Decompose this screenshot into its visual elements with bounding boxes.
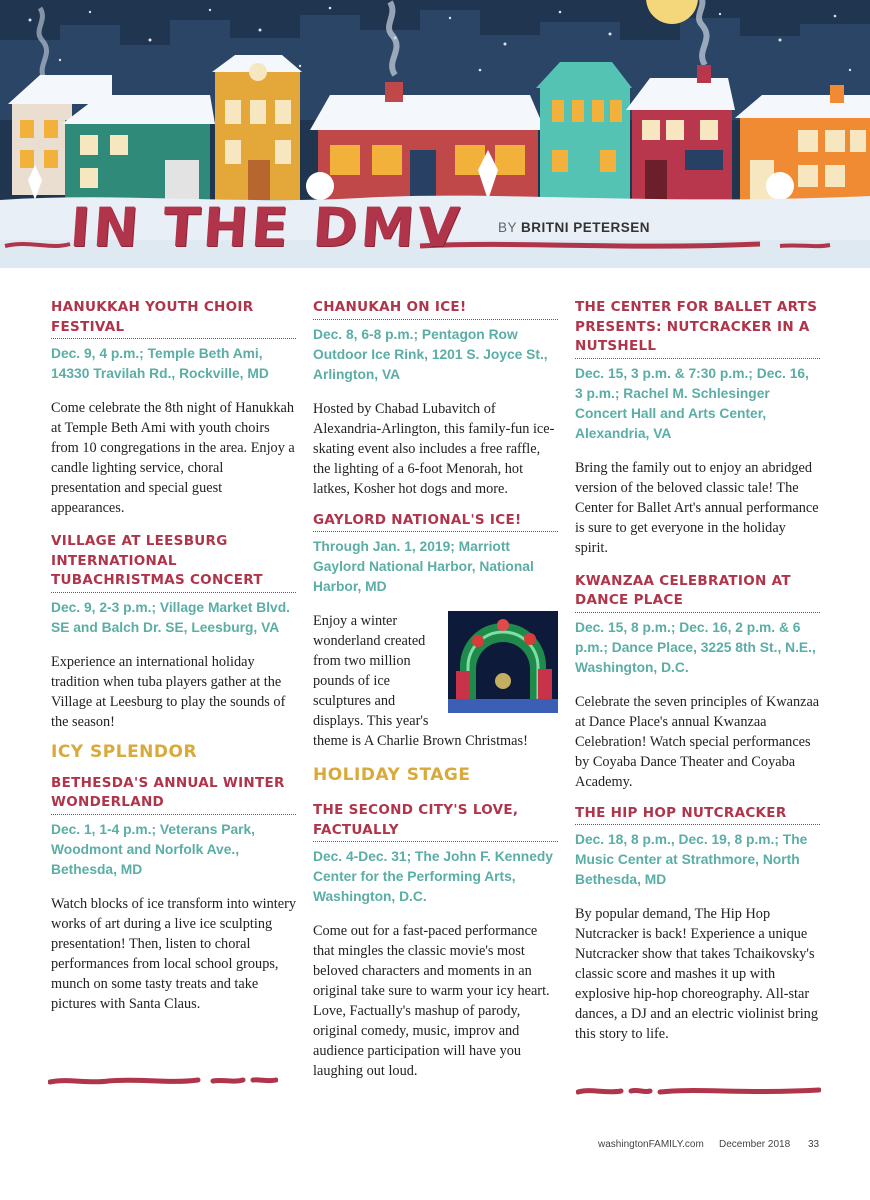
section-heading-icy-splendor: ICY SPLENDOR — [51, 741, 198, 762]
event-description: Celebrate the seven principles of Kwanzaa at Dance Place's annual Kwanzaa Celebration! Watch special performances by Coyaba Dance Theater and Coyaba Academy. — [575, 693, 820, 790]
event-description: Hosted by Chabad Lubavitch of Alexandria-Arlington, this family-fun ice-skating event also includes a free raffle, the lighting of a 6-foot Menorah, hot latkes, Kosher hot dogs and more. — [313, 400, 555, 497]
section-heading-holiday-stage: HOLIDAY STAGE — [313, 765, 471, 785]
event-details: Dec. 8, 6-8 p.m.; Pentagon Row Outdoor Ice Rink, 1201 S. Joyce St., Arlington, VA — [313, 326, 548, 382]
ice-arch-photo — [448, 611, 558, 713]
event-details: Dec. 15, 3 p.m. & 7:30 p.m.; Dec. 16, 3 p.m.; Rachel M. Schlesinger Concert Hall and Arts Center, Alexandria, VA — [575, 365, 809, 441]
column-2 — [313, 298, 558, 1081]
brush-squiggle — [576, 1084, 821, 1098]
event-description: Come celebrate the 8th night of Hanukkah at Temple Beth Ami with youth choirs from 10 congregations in the area. Enjoy a candle lighting service, choral presentation and special guest appearances. — [51, 400, 295, 516]
event-chanukah-on-ice — [313, 298, 558, 499]
event-title: THE CENTER FOR BALLET ARTS PRESENTS: NUTCRACKER IN A NUTSHELL — [575, 298, 820, 359]
event-title: VILLAGE AT LEESBURG INTERNATIONAL TUBACHRISTMAS CONCERT — [51, 532, 296, 593]
event-second-city — [313, 801, 558, 1081]
page-title: IN THE DMV — [67, 196, 465, 259]
event-nutcracker-nutshell — [575, 298, 820, 558]
footer-issue: December 2018 — [719, 1139, 791, 1150]
brush-squiggle — [48, 1074, 278, 1088]
event-title: GAYLORD NATIONAL'S ICE! — [313, 511, 558, 533]
event-description: Watch blocks of ice transform into wintery works of art during a live ice sculpting presentation! Then, listen to choral performances from local school groups, munch on some tasty treats and take pictures with Santa Claus. — [51, 895, 297, 1012]
event-details: Dec. 1, 1-4 p.m.; Veterans Park, Woodmont and Norfolk Ave., Bethesda, MD — [51, 821, 255, 877]
event-details: Dec. 4-Dec. 31; The John F. Kennedy Center for the Performing Arts, Washington, D.C. — [313, 849, 553, 904]
byline — [498, 220, 650, 235]
event-description: Bring the family out to enjoy an abridged version of the beloved classic tale! The Center for Ballet Art's annual performance is sure to get everyone in the holiday spirit. — [575, 459, 819, 556]
event-description: Experience an international holiday tradition when tuba players gather at the Village at Leesburg to play the sounds of the season! — [51, 653, 286, 730]
event-details: Through Jan. 1, 2019; Marriott Gaylord National Harbor, National Harbor, MD — [313, 539, 534, 594]
event-title: THE HIP HOP NUTCRACKER — [575, 804, 820, 826]
byline-prefix: BY — [498, 220, 517, 235]
event-description: By popular demand, The Hip Hop Nutcracker is back! Experience a unique Nutcracker show that takes Tchaikovsky's classic score and mashes it up with explosive hip-hop choreography. All-star dances, a DJ and an electric violinist bring this story to life. — [575, 906, 818, 1042]
event-description: Come out for a fast-paced performance that mingles the classic movie's most beloved characters and moments in an original take sure to warm your icy heart. Love, Factually's mashup of parody, original comedy, music, improv and audience participation will have you laughing out loud. — [313, 923, 550, 1079]
event-title: THE SECOND CITY'S LOVE, FACTUALLY — [313, 801, 558, 842]
column-3 — [575, 298, 820, 1044]
event-title: HANUKKAH YOUTH CHOIR FESTIVAL — [51, 298, 296, 339]
event-details: Dec. 9, 2-3 p.m.; Village Market Blvd. SE and Balch Dr. SE, Leesburg, VA — [51, 599, 290, 635]
page-number: 33 — [808, 1139, 820, 1150]
event-details: Dec. 9, 4 p.m.; Temple Beth Ami, 14330 Travilah Rd., Rockville, MD — [51, 346, 269, 381]
footer-site: washingtonFAMILY.com — [598, 1139, 704, 1150]
event-details: Dec. 15, 8 p.m.; Dec. 16, 2 p.m. & 6 p.m.; Dance Place, 3225 8th St., N.E., Washington, D.C. — [575, 619, 816, 675]
byline-author: BRITNI PETERSEN — [521, 220, 651, 235]
event-title: CHANUKAH ON ICE! — [313, 298, 558, 320]
event-description: Enjoy a winter wonderland created from two million pounds of ice sculptures and displays. This year's theme is A Charlie Brown Christmas! — [313, 613, 528, 749]
event-title: KWANZAA CELEBRATION AT DANCE PLACE — [575, 572, 820, 613]
column-1 — [51, 298, 296, 1014]
event-tubachristmas — [51, 532, 296, 732]
event-hip-hop-nutcracker — [575, 804, 820, 1045]
event-hanukkah — [51, 298, 296, 518]
event-kwanzaa — [575, 572, 820, 792]
event-bethesda — [51, 774, 296, 1014]
event-details: Dec. 18, 8 p.m., Dec. 19, 8 p.m.; The Music Center at Strathmore, North Bethesda, MD — [575, 832, 808, 887]
event-gaylord-ice — [313, 511, 558, 752]
event-title: BETHESDA'S ANNUAL WINTER WONDERLAND — [51, 774, 296, 815]
